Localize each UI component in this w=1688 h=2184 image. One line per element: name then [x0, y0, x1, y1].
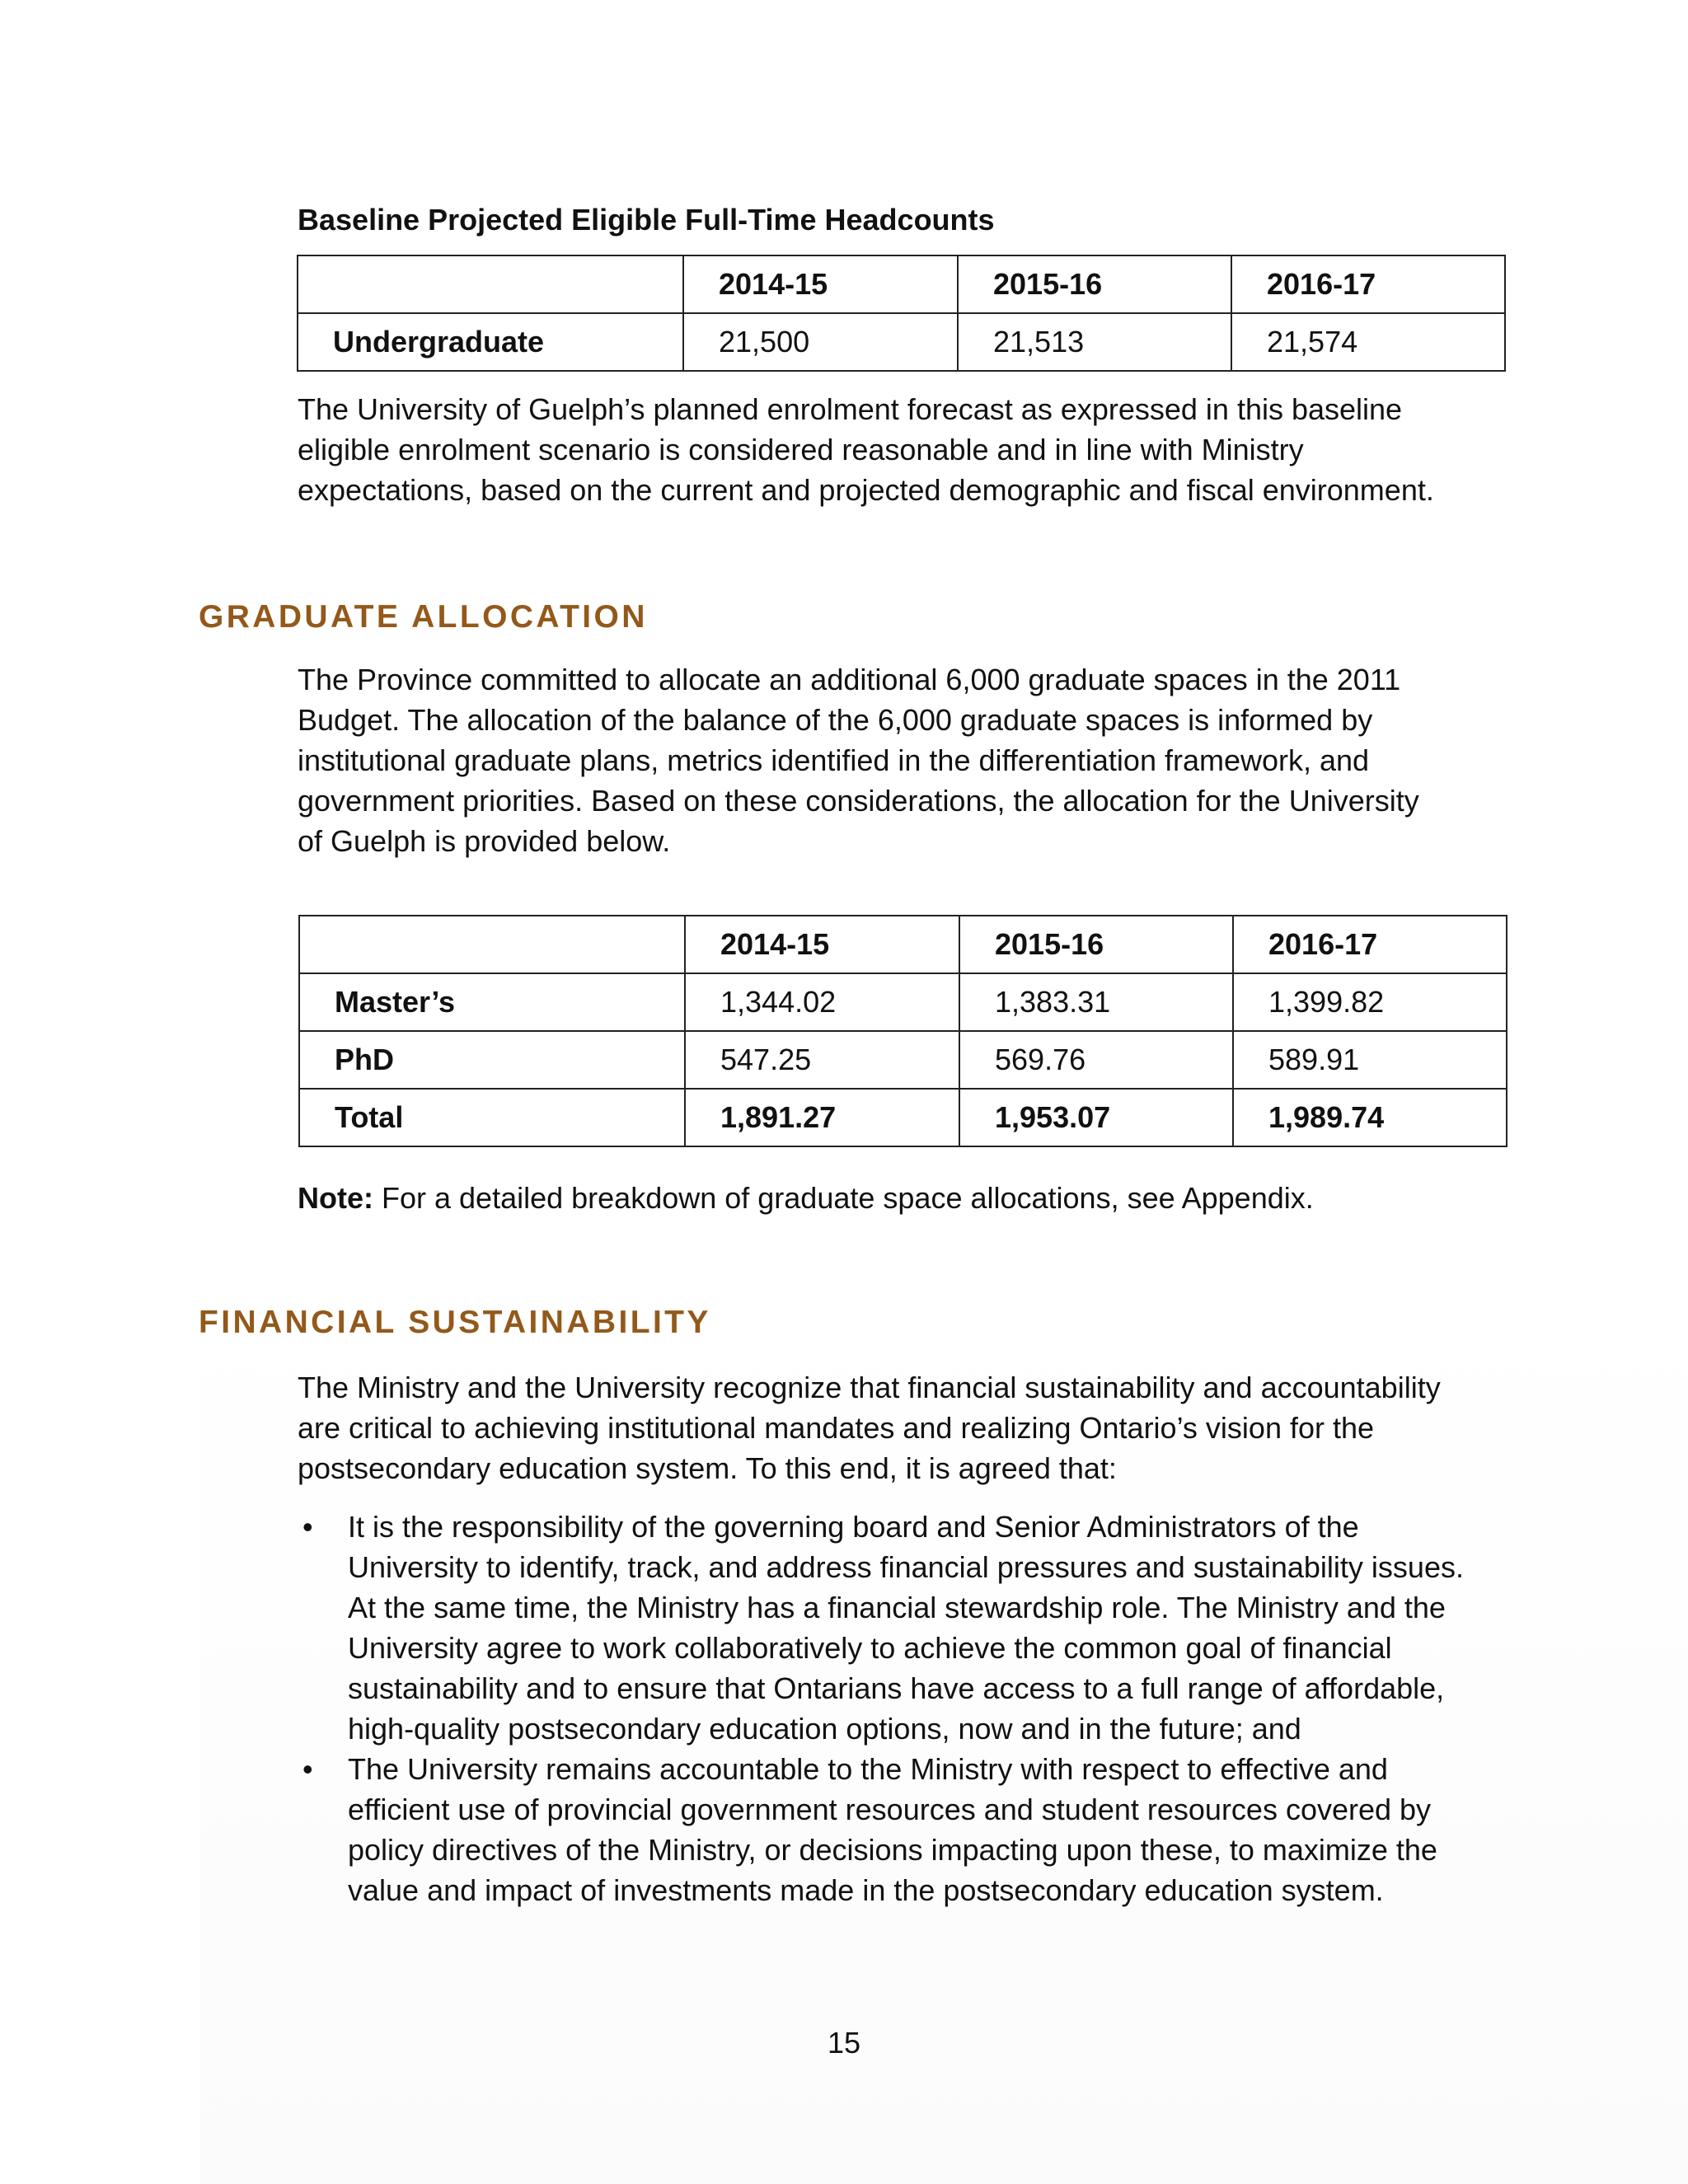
text-line: institutional graduate plans, metrics identified in the differentiation framework, and [298, 743, 1370, 777]
header-cell-empty [298, 255, 683, 313]
note-text: For a detailed breakdown of graduate space allocations, see Appendix. [373, 1181, 1314, 1215]
header-cell-year: 2016-17 [1233, 916, 1507, 973]
table-cell: 21,513 [958, 313, 1231, 371]
table-header-row [298, 255, 1505, 313]
list-item [298, 1507, 1509, 1749]
bullet-icon: • [302, 1510, 313, 1544]
text-line: At the same time, the Ministry has a financial stewardship role. The Ministry and the [348, 1591, 1446, 1624]
table-cell: 1,383.31 [959, 973, 1233, 1031]
graduate-allocation-paragraph [298, 659, 1509, 861]
financial-sustainability-heading: FINANCIAL SUSTAINABILITY [199, 1305, 711, 1340]
table-row [299, 973, 1507, 1031]
financial-sustainability-paragraph [298, 1367, 1509, 1488]
text-line: The University of Guelph’s planned enrolment forecast as expressed in this baseline [298, 392, 1403, 426]
note-label: Note: [298, 1181, 373, 1215]
table-cell-total: 1,989.74 [1233, 1089, 1507, 1146]
text-line: eligible enrolment scenario is considered reasonable and in line with Ministry [298, 433, 1304, 466]
page-number: 15 [827, 2026, 861, 2060]
text-line: expectations, based on the current and projected demographic and fiscal environment. [298, 473, 1434, 507]
text-line: value and impact of investments made in the postsecondary education system. [348, 1873, 1384, 1907]
header-cell-empty [299, 916, 685, 973]
row-label-phd: PhD [299, 1031, 685, 1089]
table-cell: 589.91 [1233, 1031, 1507, 1089]
table-cell: 21,500 [683, 313, 958, 371]
text-line: University to identify, track, and address financial pressures and sustainability issues. [348, 1550, 1464, 1584]
text-line: University agree to work collaboratively to achieve the common goal of financial [348, 1631, 1392, 1665]
headcount-table [297, 255, 1506, 372]
graduate-allocation-table [298, 915, 1507, 1147]
list-item [298, 1749, 1509, 1910]
row-label-total: Total [299, 1089, 685, 1146]
text-line: of Guelph is provided below. [298, 824, 671, 858]
text-line: Budget. The allocation of the balance of the 6,000 graduate spaces is informed by [298, 703, 1373, 737]
table-row [299, 1031, 1507, 1089]
header-cell-year: 2016-17 [1231, 255, 1505, 313]
table-cell: 547.25 [685, 1031, 959, 1089]
appendix-note [298, 1181, 1314, 1216]
table-row [298, 313, 1505, 371]
table-cell: 1,399.82 [1233, 973, 1507, 1031]
table-row [299, 1089, 1507, 1146]
text-line: sustainability and to ensure that Ontarians have access to a full range of affordable, [348, 1671, 1445, 1705]
table-cell: 21,574 [1231, 313, 1505, 371]
bullet-icon: • [302, 1752, 313, 1786]
table-header-row [299, 916, 1507, 973]
text-line: efficient use of provincial government resources and student resources covered by [348, 1793, 1432, 1826]
text-line: The University remains accountable to the Ministry with respect to effective and [348, 1752, 1388, 1786]
graduate-allocation-heading: GRADUATE ALLOCATION [199, 599, 648, 635]
table-cell-total: 1,891.27 [685, 1089, 959, 1146]
text-line: postsecondary education system. To this end, it is agreed that: [298, 1451, 1117, 1485]
header-cell-year: 2014-15 [683, 255, 958, 313]
text-line: are critical to achieving institutional mandates and realizing Ontario’s vision for the [298, 1411, 1375, 1445]
row-label-masters: Master’s [299, 973, 685, 1031]
text-line: policy directives of the Ministry, or decisions impacting upon these, to maximize the [348, 1833, 1437, 1867]
text-line: The Province committed to allocate an additional 6,000 graduate spaces in the 2011 [298, 663, 1401, 696]
header-cell-year: 2015-16 [959, 916, 1233, 973]
headcount-table-caption: Baseline Projected Eligible Full-Time Headcounts [298, 203, 995, 237]
table-cell: 1,344.02 [685, 973, 959, 1031]
table-cell-total: 1,953.07 [959, 1089, 1233, 1146]
enrolment-forecast-paragraph [298, 389, 1509, 510]
header-cell-year: 2014-15 [685, 916, 959, 973]
header-cell-year: 2015-16 [958, 255, 1231, 313]
table-cell: 569.76 [959, 1031, 1233, 1089]
text-line: It is the responsibility of the governing board and Senior Administrators of the [348, 1510, 1359, 1544]
text-line: government priorities. Based on these considerations, the allocation for the University [298, 784, 1419, 818]
text-line: The Ministry and the University recognize that financial sustainability and accountability [298, 1371, 1441, 1404]
agreement-bullet-list [298, 1507, 1509, 1910]
row-label-undergraduate: Undergraduate [298, 313, 683, 371]
text-line: high-quality postsecondary education options, now and in the future; and [348, 1712, 1301, 1746]
